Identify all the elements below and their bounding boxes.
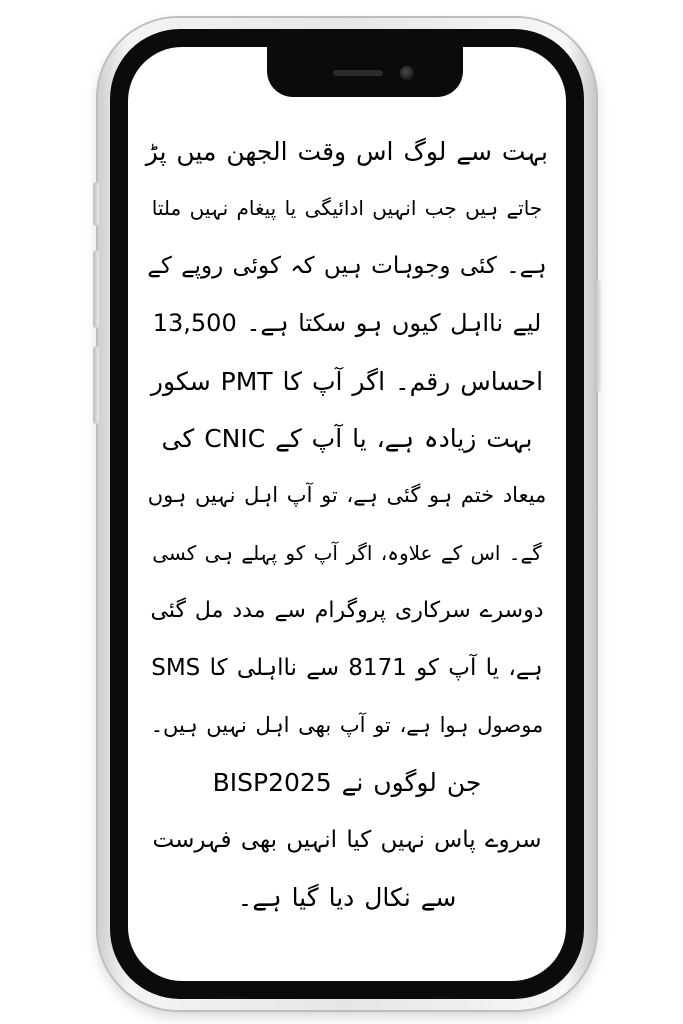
silent-switch xyxy=(93,182,99,226)
paragraph-line: احساس رقم۔ اگر آپ کا PMT سکور xyxy=(150,366,544,396)
paragraph-line: بہت سے لوگ اس وقت الجھن میں پڑ xyxy=(145,137,548,166)
phone-mockup xyxy=(98,18,596,1010)
paragraph-line: ہے۔ کئی وجوہات ہیں کہ کوئی روپے کے xyxy=(147,252,547,279)
phone-bezel xyxy=(110,29,584,999)
paragraph-line: گے۔ اس کے علاوہ، اگر آپ کو پہلے ہی کسی xyxy=(152,540,542,565)
volume-up-button xyxy=(93,250,99,328)
volume-down-button xyxy=(93,346,99,424)
paragraph-line: جاتے ہیں جب انہیں ادائیگی یا پیغام نہیں ملتا xyxy=(151,196,543,221)
camera-icon xyxy=(400,66,414,80)
urdu-paragraph xyxy=(146,123,548,927)
paragraph-line: بہت زیادہ ہے، یا آپ کے CNIC کی xyxy=(161,424,533,454)
paragraph-line: سے نکال دیا گیا ہے۔ xyxy=(237,883,457,913)
paragraph-line: سروے پاس نہیں کیا انہیں بھی فہرست xyxy=(152,826,542,853)
speaker-icon xyxy=(333,70,383,76)
paragraph-line: دوسرے سرکاری پروگرام سے مدد مل گئی xyxy=(150,598,544,624)
paragraph-line: موصول ہوا ہے، تو آپ بھی اہل نہیں ہیں۔ xyxy=(150,713,544,738)
paragraph-line: جن لوگوں نے BISP2025 xyxy=(212,768,482,798)
paragraph-line: میعاد ختم ہو گئی ہے، تو آپ اہل نہیں ہوں xyxy=(147,483,547,508)
power-button xyxy=(595,280,601,392)
paragraph-line: لیے نااہل کیوں ہو سکتا ہے۔ 13,500 xyxy=(152,309,542,338)
notch xyxy=(267,47,463,97)
phone-screen xyxy=(128,47,566,981)
paragraph-line: ہے، یا آپ کو 8171 سے نااہلی کا SMS xyxy=(151,654,543,681)
